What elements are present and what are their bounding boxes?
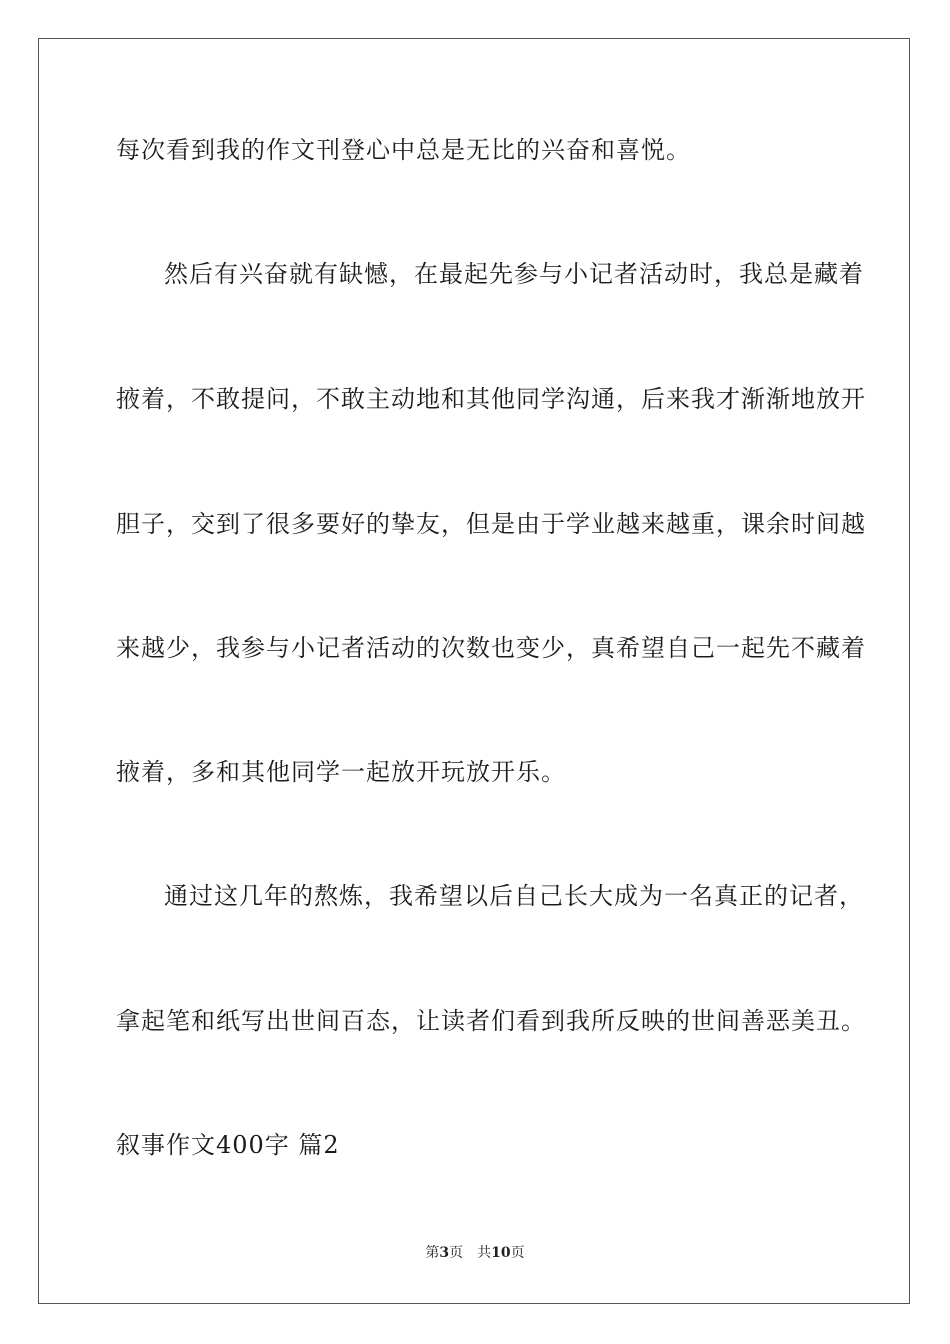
footer-page-prefix: 第 (425, 1245, 440, 1261)
text-line-4: 胆子，交到了很多要好的挚友，但是由于学业越来越重，课余时间越 (116, 510, 866, 538)
text-line-1: 每次看到我的作文刊登心中总是无比的兴奋和喜悦。 (116, 136, 691, 164)
footer-total-unit: 页 (510, 1245, 525, 1261)
text-line-5: 来越少，我参与小记者活动的次数也变少，真希望自己一起先不藏着 (116, 634, 866, 662)
text-line-3: 掖着，不敢提问，不敢主动地和其他同学沟通，后来我才渐渐地放开 (116, 385, 866, 413)
text-line-2: 然后有兴奋就有缺憾，在最起先参与小记者活动时，我总是藏着 (164, 260, 864, 288)
footer-page-current: 3 (439, 1245, 450, 1261)
text-line-8: 拿起笔和纸写出世间百态，让读者们看到我所反映的世间善恶美丑。 (116, 1007, 866, 1035)
footer-page-total: 10 (491, 1245, 511, 1261)
footer-page-unit: 页 (449, 1245, 464, 1261)
text-line-7: 通过这几年的熬炼，我希望以后自己长大成为一名真正的记者， (164, 882, 864, 910)
page-border (38, 38, 910, 1304)
footer-total-prefix: 共 (477, 1245, 492, 1261)
section-heading: 叙事作文400字 篇2 (116, 1131, 340, 1159)
page-footer (0, 1244, 950, 1262)
text-line-6: 掖着，多和其他同学一起放开玩放开乐。 (116, 758, 566, 786)
